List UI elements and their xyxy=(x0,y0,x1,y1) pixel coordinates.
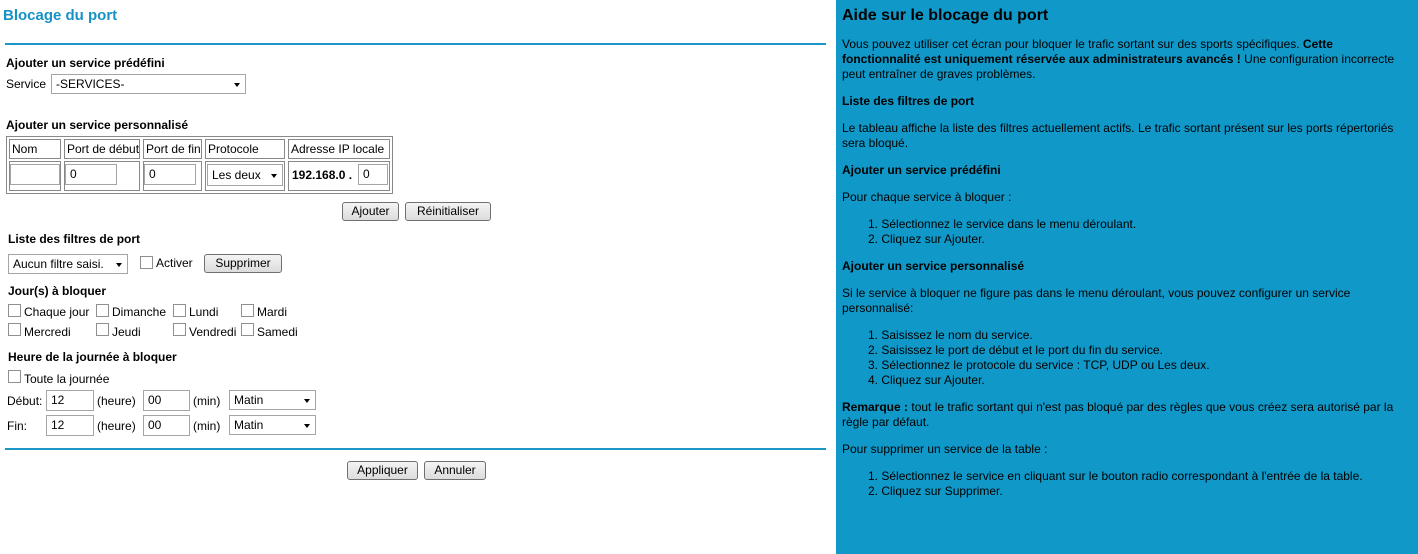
end-period-select[interactable] xyxy=(229,415,316,435)
protocol-select[interactable] xyxy=(207,164,283,186)
col-header-name: Nom xyxy=(9,139,61,159)
help-custom-step-text: Saisissez le nom du service. xyxy=(881,328,1033,342)
filters-heading: Liste des filtres de port xyxy=(8,232,141,246)
help-note xyxy=(842,400,1410,430)
end-hour-unit: (heure) xyxy=(97,419,136,433)
help-list-text: Le tableau affiche la liste des filtres actuellement actifs. Le trafic sortant présent sur les ports répertoriés sera bloqué. xyxy=(842,121,1394,150)
day-label-sunday: Dimanche xyxy=(112,305,167,319)
end-min-input[interactable]: 00 xyxy=(143,415,190,436)
help-note-text: tout le trafic sortant qui n'est pas bloqué par des règles que vous créez sera autorisé par la règle par défaut. xyxy=(842,400,1394,429)
service-label: Service xyxy=(6,77,47,91)
apply-button[interactable]: Appliquer xyxy=(347,461,418,480)
day-checkbox-thursday[interactable] xyxy=(96,323,109,336)
service-select[interactable] xyxy=(51,74,246,94)
help-delete-step-text: Sélectionnez le service en cliquant sur le bouton radio correspondant à l'entrée de la table. xyxy=(881,469,1363,483)
start-hour-unit: (heure) xyxy=(97,394,136,408)
reset-button[interactable]: Réinitialiser xyxy=(405,202,491,221)
help-list-heading: Liste des filtres de port xyxy=(842,94,975,108)
help-predef-step-text: Sélectionnez le service dans le menu déroulant. xyxy=(881,217,1137,231)
chevron-down-icon xyxy=(304,424,310,428)
help-title: Aide sur le blocage du port xyxy=(842,7,1049,24)
filters-select[interactable] xyxy=(8,254,128,274)
day-checkbox-sunday[interactable] xyxy=(96,304,109,317)
help-custom-step: 2. Saisissez le port de début et le port du fin du service. xyxy=(868,343,1163,357)
cancel-button[interactable]: Annuler xyxy=(424,461,486,480)
enable-label: Activer xyxy=(156,256,193,270)
day-checkbox-every-day[interactable] xyxy=(8,304,21,317)
help-delete-step: 2. Cliquez sur Supprimer. xyxy=(868,484,1003,498)
day-checkbox-monday[interactable] xyxy=(173,304,186,317)
col-header-protocol: Protocole xyxy=(205,139,285,159)
all-day-checkbox[interactable] xyxy=(8,370,21,383)
chevron-down-icon xyxy=(271,174,277,178)
help-delete-intro: Pour supprimer un service de la table : xyxy=(842,442,1048,456)
help-intro-warning: Cette fonctionnalité est uniquement réservée aux administrateurs avancés ! xyxy=(842,37,1333,66)
end-period-value: Matin xyxy=(234,418,264,432)
start-period-select[interactable] xyxy=(229,390,316,410)
help-delete-step: 1. Sélectionnez le service en cliquant sur le bouton radio correspondant à l'entrée de la table. xyxy=(868,469,1363,483)
enable-checkbox[interactable] xyxy=(140,256,153,269)
filters-select-value: Aucun filtre saisi. xyxy=(13,257,104,271)
help-predef-heading: Ajouter un service prédéfini xyxy=(842,163,1001,177)
help-predef-step-text: Cliquez sur Ajouter. xyxy=(881,232,985,246)
custom-heading: Ajouter un service personnalisé xyxy=(6,118,189,132)
help-custom-step-text: Saisissez le port de début et le port du fin du service. xyxy=(881,343,1163,357)
all-day-label: Toute la journée xyxy=(24,372,110,386)
day-checkbox-saturday[interactable] xyxy=(241,323,254,336)
chevron-down-icon xyxy=(304,399,310,403)
ip-prefix: 192.168.0 . xyxy=(292,168,353,182)
col-header-start-port: Port de début xyxy=(64,139,140,159)
day-label-friday: Vendredi xyxy=(189,325,237,339)
day-label-monday: Lundi xyxy=(189,305,219,319)
days-heading: Jour(s) à bloquer xyxy=(8,284,107,298)
time-heading: Heure de la journée à bloquer xyxy=(8,350,177,364)
end-port-input[interactable]: 0 xyxy=(144,164,196,185)
help-custom-intro: Si le service à bloquer ne figure pas dans le menu déroulant, vous pouvez configurer un service personnalisé: xyxy=(842,286,1351,315)
day-label-thursday: Jeudi xyxy=(112,325,141,339)
help-custom-heading: Ajouter un service personnalisé xyxy=(842,259,1025,273)
service-select-value: -SERVICES- xyxy=(56,77,125,91)
start-port-input[interactable]: 0 xyxy=(65,164,117,185)
help-custom-step-text: Cliquez sur Ajouter. xyxy=(881,373,985,387)
col-header-local-ip: Adresse IP locale xyxy=(288,139,390,159)
start-min-input[interactable]: 00 xyxy=(143,390,190,411)
end-label: Fin: xyxy=(7,419,28,433)
service-name-input[interactable] xyxy=(10,164,60,185)
help-intro-text-a: Vous pouvez utiliser cet écran pour bloquer le trafic sortant sur des sports spécifiques. xyxy=(842,37,1303,51)
start-label: Début: xyxy=(7,394,43,408)
end-hour-input[interactable]: 12 xyxy=(46,415,94,436)
chevron-down-icon xyxy=(234,83,240,87)
page-title: Blocage du port xyxy=(3,7,118,24)
help-panel xyxy=(836,0,1418,554)
divider-bottom xyxy=(5,448,826,450)
delete-button[interactable]: Supprimer xyxy=(204,254,282,273)
help-custom-step: 4. Cliquez sur Ajouter. xyxy=(868,373,985,387)
ip-last-octet-input[interactable]: 0 xyxy=(358,164,388,185)
help-custom-step-text: Sélectionnez le protocole du service : TCP, UDP ou Les deux. xyxy=(881,358,1210,372)
help-predef-intro: Pour chaque service à bloquer : xyxy=(842,190,1012,204)
day-checkbox-wednesday[interactable] xyxy=(8,323,21,336)
end-min-unit: (min) xyxy=(193,419,221,433)
col-header-end-port: Port de fin xyxy=(143,139,202,159)
day-checkbox-friday[interactable] xyxy=(173,323,186,336)
day-label-tuesday: Mardi xyxy=(257,305,288,319)
start-min-unit: (min) xyxy=(193,394,221,408)
start-hour-input[interactable]: 12 xyxy=(46,390,94,411)
help-predef-step: 1. Sélectionnez le service dans le menu déroulant. xyxy=(868,217,1137,231)
help-predef-step: 2. Cliquez sur Ajouter. xyxy=(868,232,985,246)
protocol-select-value: Les deux xyxy=(212,168,261,182)
day-label-saturday: Samedi xyxy=(257,325,298,339)
day-checkbox-tuesday[interactable] xyxy=(241,304,254,317)
help-note-label: Remarque : xyxy=(842,400,909,414)
predefined-heading: Ajouter un service prédéfini xyxy=(6,56,165,70)
start-period-value: Matin xyxy=(234,393,264,407)
day-label-wednesday: Mercredi xyxy=(24,325,71,339)
help-delete-step-text: Cliquez sur Supprimer. xyxy=(881,484,1003,498)
help-intro-text-c: Une configuration incorrecte peut entraîner de graves problèmes. xyxy=(842,52,1395,81)
add-button[interactable]: Ajouter xyxy=(342,202,399,221)
help-custom-step: 3. Sélectionnez le protocole du service : TCP, UDP ou Les deux. xyxy=(868,358,1210,372)
chevron-down-icon xyxy=(116,263,122,267)
day-label-every-day: Chaque jour xyxy=(24,305,90,319)
help-intro xyxy=(842,37,1410,82)
help-custom-step: 1. Saisissez le nom du service. xyxy=(868,328,1033,342)
divider-top xyxy=(5,43,826,45)
